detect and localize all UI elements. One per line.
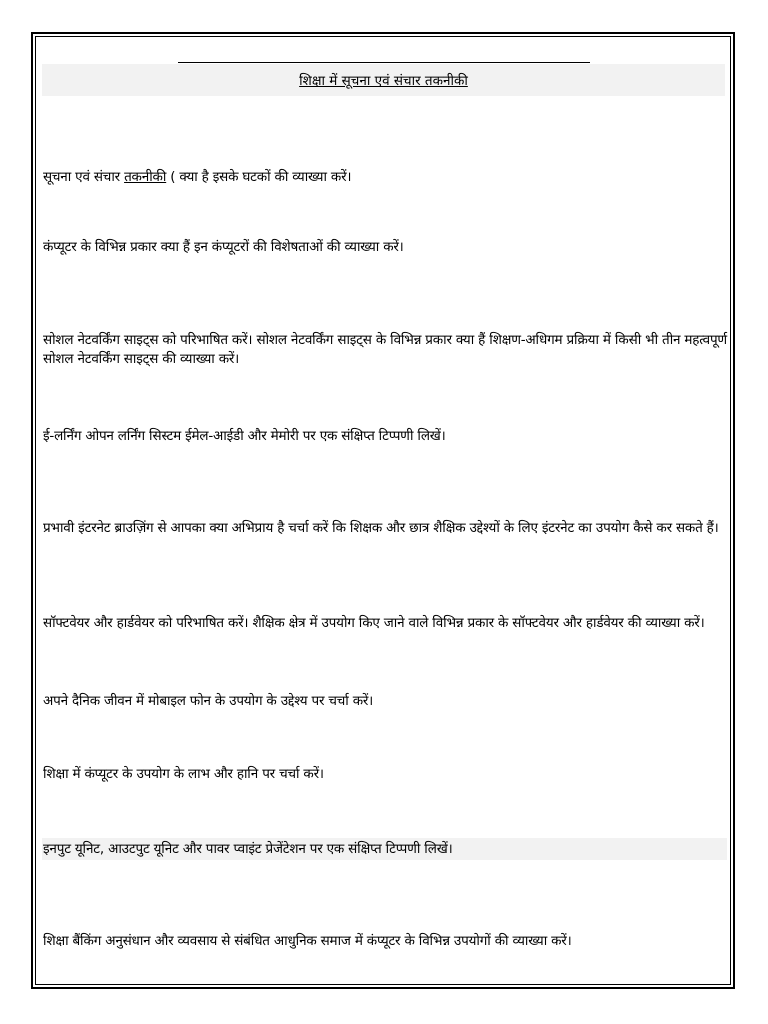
question-10: शिक्षा बैंकिंग अनुसंधान और व्यवसाय से संबंधित आधुनिक समाज में कंप्यूटर के विभिन्न उपयोगों की व्याख्या करें। — [43, 933, 572, 949]
question-1-text-b: तकनीकी — [124, 169, 167, 185]
question-1 — [43, 168, 727, 187]
question-7: अपने दैनिक जीवन में मोबाइल फोन के उपयोग के उद्देश्य पर चर्चा करें। — [43, 693, 374, 709]
question-1-text-a: सूचना एवं संचार — [43, 169, 125, 185]
question-9: इनपुट यूनिट, आउटपुट यूनिट और पावर प्वाइंट प्रेजेंटेशन पर एक संक्षिप्त टिप्पणी लिखें। — [43, 841, 453, 857]
question-1-text-c: ( क्या है इसके घटकों की व्याख्या करें। — [166, 169, 352, 185]
page-title: शिक्षा में सूचना एवं संचार तकनीकी — [299, 73, 468, 89]
question-4: ई-लर्निंग ओपन लर्निंग सिस्टम ईमेल-आईडी और मेमोरी पर एक संक्षिप्त टिप्पणी लिखें। — [43, 428, 446, 444]
question-6: सॉफ्टवेयर और हार्डवेयर को परिभाषित करें। शैक्षिक क्षेत्र में उपयोग किए जाने वाले विभिन्न प्रकार के सॉफ्टवेयर और हार्डवेयर की व्याख्या करें। — [43, 615, 705, 631]
question-3: सोशल नेटवर्किंग साइट्स को परिभाषित करें। सोशल नेटवर्किंग साइट्स के विभिन्न प्रकार क्या हैं शिक्षण-अधिगम प्रक्रिया में किसी भी तीन महत्वपूर्ण सोशल नेटवर्किंग साइट्स की व्याख्या करें। — [43, 332, 727, 367]
header-rule — [178, 62, 590, 63]
question-8: शिक्षा में कंप्यूटर के उपयोग के लाभ और हानि पर चर्चा करें। — [43, 766, 324, 782]
question-2: कंप्यूटर के विभिन्न प्रकार क्या हैं इन कंप्यूटरों की विशेषताओं की व्याख्या करें। — [43, 239, 404, 255]
question-5: प्रभावी इंटरनेट ब्राउज़िंग से आपका क्या अभिप्राय है चर्चा करें कि शिक्षक और छात्र शैक्षिक उद्देश्यों के लिए इंटरनेट का उपयोग कैसे कर सकते हैं। — [43, 520, 719, 536]
